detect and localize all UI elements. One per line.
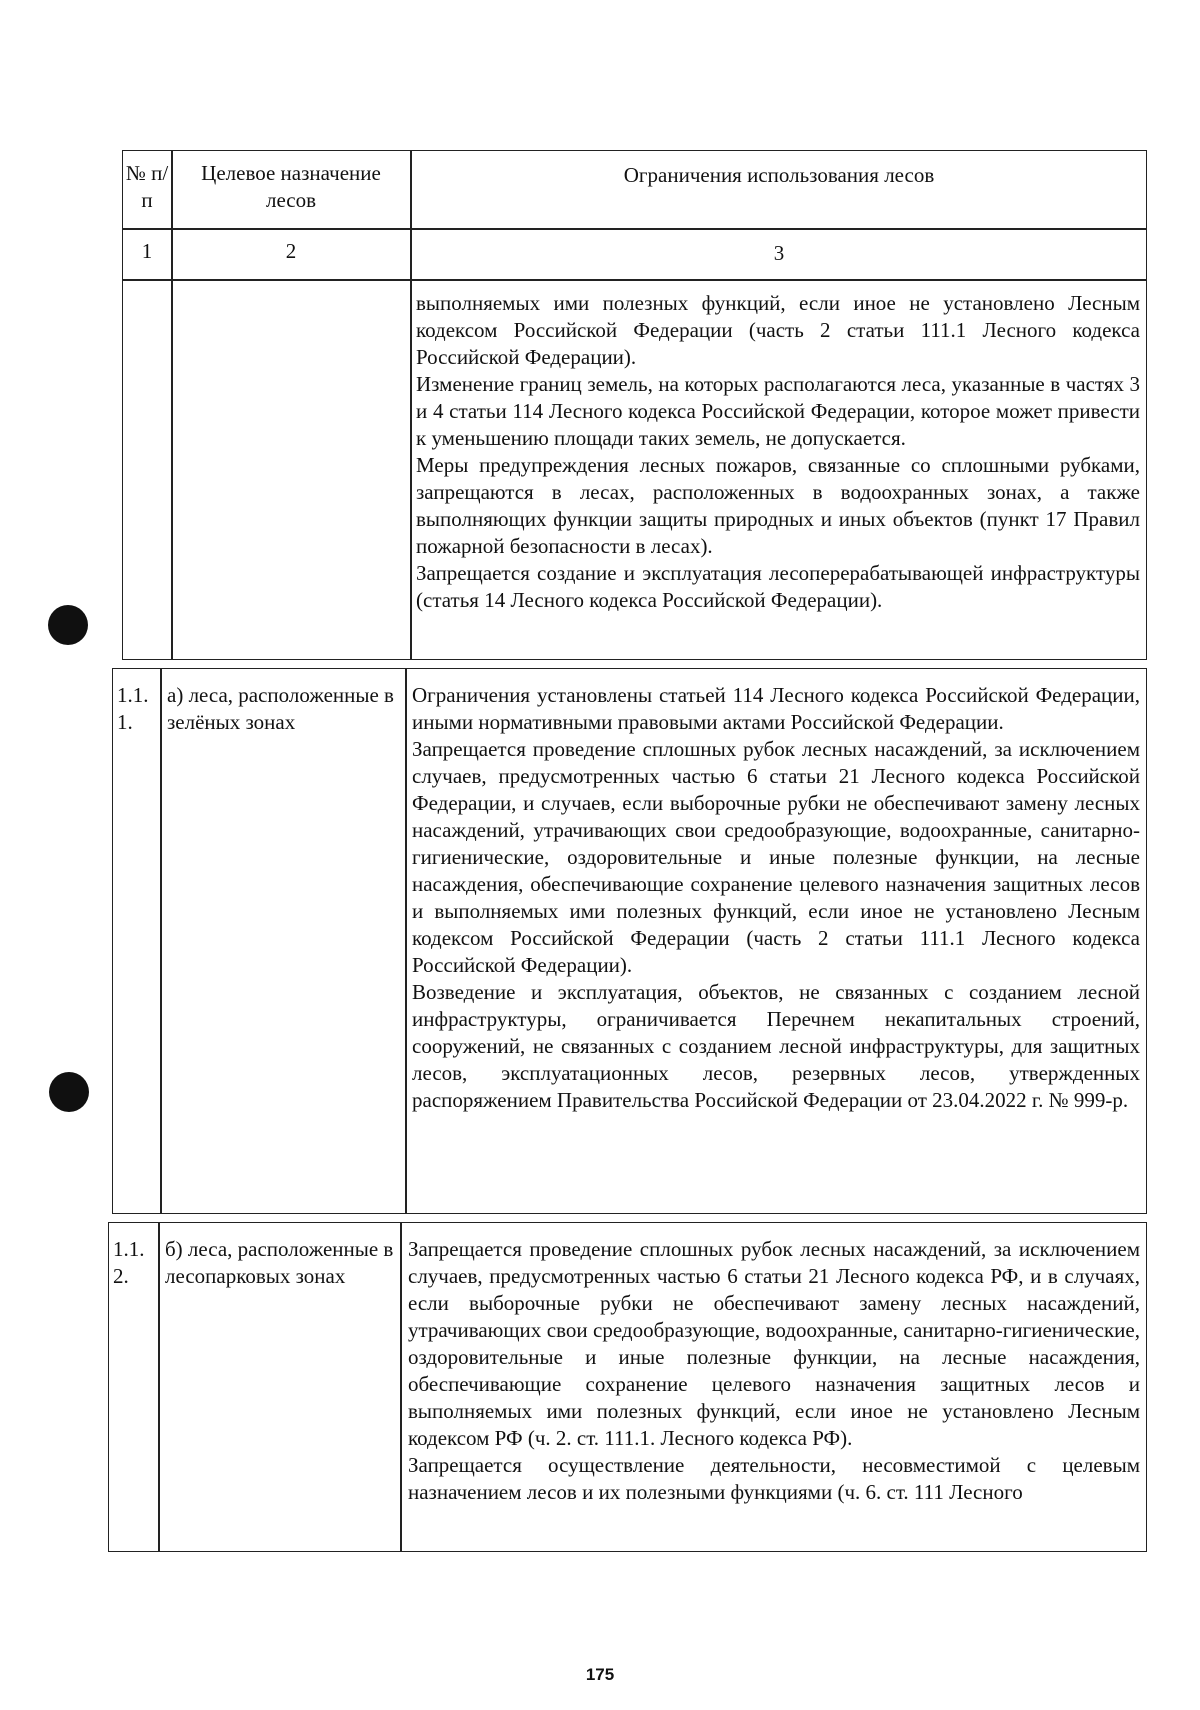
header-num-2: 2 — [285, 239, 297, 263]
paragraph: Запрещается проведение сплошных рубок лесных насаждений, за исключением случаев, предусмотренных частью 6 статьи 21 Лесного кодекса Российской Федерации, и случаев, если выборочные рубки не обеспечивают замену лесных насаждений, утрачивающих свои средообразующие, водоохранные, санитарно-гигиенические, оздоровительные и иные полезные функции, на лесные насаждения, обеспечивающие сохранение целевого назначения защитных лесов и выполняемых ими полезных функций, если иное не установлено Лесным кодексом Российской Федерации (часть 2 статьи 111.1 Лесного кодекса Российской Федерации). — [412, 737, 1140, 977]
header-num-3: 3 — [773, 241, 785, 265]
row-2-num: 1.1. 2. — [113, 1237, 145, 1288]
row-2-restrictions — [408, 1236, 1140, 1506]
header-col-purpose: Целевое назначение лесов — [201, 161, 381, 212]
paragraph: Изменение границ земель, на которых располагаются леса, указанные в частях 3 и 4 статьи 114 Лесного кодекса Российской Федерации, которое может привести к уменьшению площади таких земель, не допускается. — [416, 372, 1140, 450]
row-0-restrictions — [416, 290, 1140, 614]
header-num-1: 1 — [141, 239, 153, 263]
binder-hole — [48, 605, 88, 645]
paragraph: Запрещается осуществление деятельности, несовместимой с целевым назначением лесов и их полезными функциями (ч. 6. ст. 111 Лесного — [408, 1453, 1140, 1504]
row-1-restrictions — [412, 682, 1140, 1114]
paragraph: Возведение и эксплуатация, объектов, не связанных с созданием лесной инфраструктуры, ограничивается Перечнем некапитальных строений, сооружений, не связанных с созданием лесной инфраструктуры, для защитных лесов, эксплуатационных лесов, резервных лесов, утвержденных распоряжением Правительства Российской Федерации от 23.04.2022 г. № 999-р. — [412, 980, 1140, 1112]
paragraph: Запрещается проведение сплошных рубок лесных насаждений, за исключением случаев, предусмотренных частью 6 статьи 21 Лесного кодекса РФ, и в случаях, если выборочные рубки не обеспечивают замену лесных насаждений, утрачивающих свои средообразующие, водоохранные, санитарно-гигиенические, оздоровительные и иные полезные функции, на лесные насаждения, обеспечивающие сохранение целевого назначения защитных лесов и выполняемых ими полезных функций, если иное не установлено Лесным кодексом РФ (ч. 2. ст. 111.1. Лесного кодекса РФ). — [408, 1237, 1140, 1450]
paragraph: выполняемых ими полезных функций, если иное не установлено Лесным кодексом Российской Федерации (часть 2 статьи 111.1 Лесного кодекса Российской Федерации). — [416, 291, 1140, 369]
binder-hole — [49, 1072, 89, 1112]
page-number: 175 — [585, 1665, 615, 1684]
row-1-purpose: а) леса, расположенные в зелёных зонах — [167, 683, 394, 734]
header-col-restrictions: Ограничения использования лесов — [623, 163, 935, 187]
header-col-num: № п/п — [125, 161, 169, 212]
paragraph: Запрещается создание и эксплуатация лесоперерабатывающей инфраструктуры (статья 14 Лесного кодекса Российской Федерации). — [416, 561, 1140, 612]
row-2-purpose: б) леса, расположенные в лесопарковых зонах — [165, 1237, 394, 1288]
paragraph: Ограничения установлены статьей 114 Лесного кодекса Российской Федерации, иными нормативными правовыми актами Российской Федерации. — [412, 683, 1140, 734]
row-1-num: 1.1. 1. — [117, 683, 149, 734]
paragraph: Меры предупреждения лесных пожаров, связанные со сплошными рубками, запрещаются в лесах, расположенных в водоохранных зонах, а также выполняющих функции защиты природных и иных объектов (пункт 17 Правил пожарной безопасности в лесах). — [416, 453, 1140, 558]
